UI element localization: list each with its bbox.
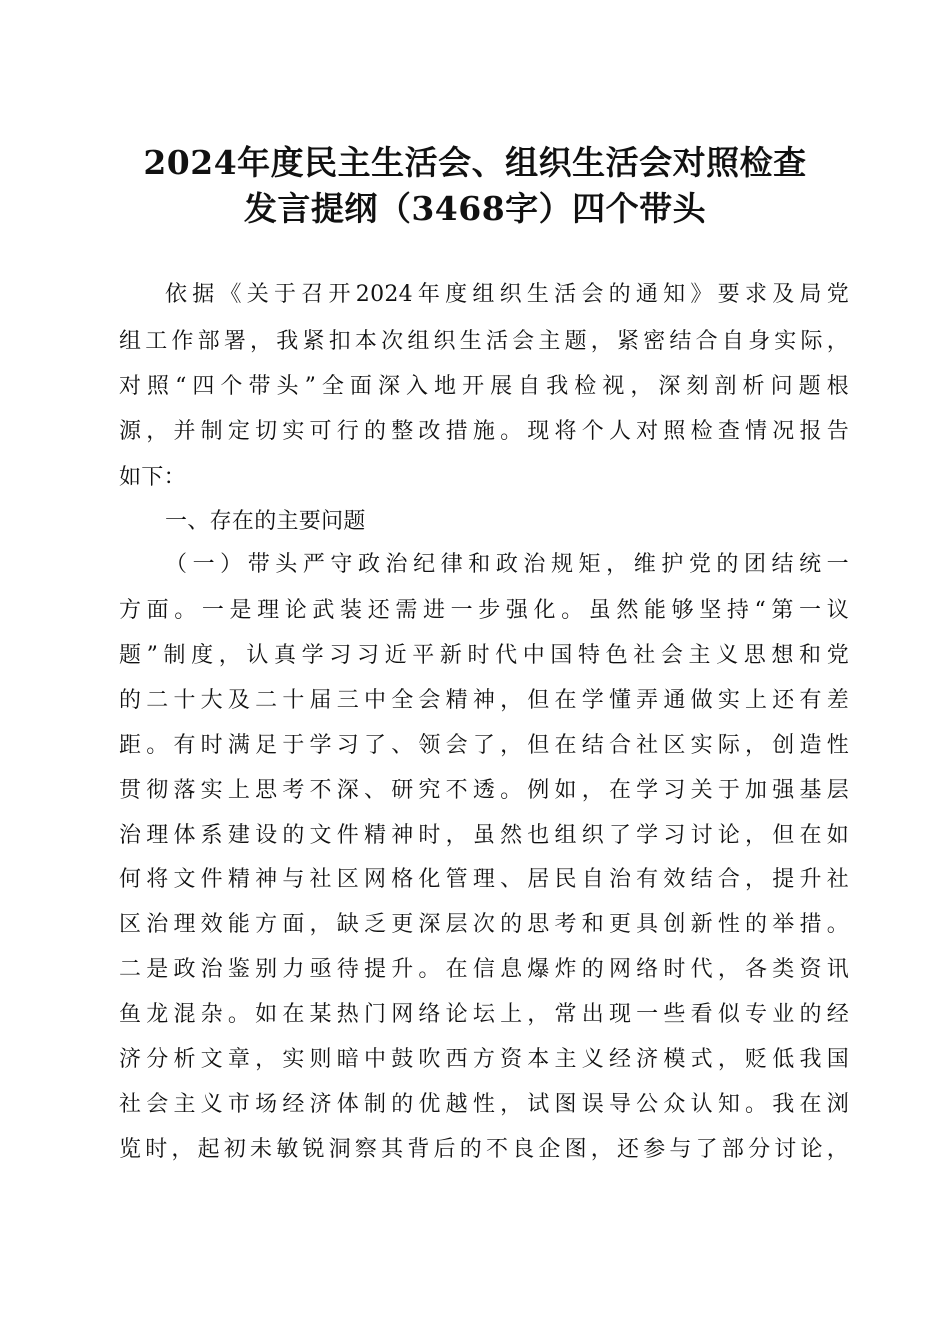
section-line: 治理体系建设的文件精神时，虽然也组织了学习讨论，但在如 (119, 823, 849, 848)
section-line: 何将文件精神与社区网格化管理、居民自治有效结合，提升社 (119, 867, 849, 892)
section-heading: 一、存在的主要问题 (165, 509, 366, 534)
intro-line: 对照“四个带头”全面深入地开展自我检视，深刻剖析问题根 (119, 374, 849, 399)
section-line: 济分析文章，实则暗中鼓吹西方资本主义经济模式，贬低我国 (119, 1047, 849, 1072)
section-line: 鱼龙混杂。如在某热门网络论坛上，常出现一些看似专业的经 (119, 1002, 849, 1027)
intro-line: 源，并制定切实可行的整改措施。现将个人对照检查情况报告 (119, 419, 849, 444)
section-line: 题”制度，认真学习习近平新时代中国特色社会主义思想和党 (119, 643, 849, 668)
section-line: 的二十大及二十届三中全会精神，但在学懂弄通做实上还有差 (119, 688, 849, 713)
section-line: （一）带头严守政治纪律和政治规矩，维护党的团结统一 (165, 552, 849, 577)
section-line: 方面。一是理论武装还需进一步强化。虽然能够坚持“第一议 (119, 598, 849, 623)
intro-line: 如下： (119, 465, 186, 490)
section-line: 贯彻落实上思考不深、研究不透。例如，在学习关于加强基层 (119, 778, 849, 803)
intro-line: 依据《关于召开2024年度组织生活会的通知》要求及局党 (165, 282, 849, 307)
document-title-line-2: 发言提纲（3468字）四个带头 (243, 189, 707, 228)
section-line: 社会主义市场经济体制的优越性，试图误导公众认知。我在浏 (119, 1092, 849, 1117)
section-line: 览时，起初未敏锐洞察其背后的不良企图，还参与了部分讨论， (119, 1137, 849, 1162)
intro-line: 组工作部署，我紧扣本次组织生活会主题，紧密结合自身实际， (119, 329, 849, 354)
section-line: 二是政治鉴别力亟待提升。在信息爆炸的网络时代，各类资讯 (119, 957, 849, 982)
document-title-line-1: 2024年度民主生活会、组织生活会对照检查 (143, 143, 807, 182)
section-line: 区治理效能方面，缺乏更深层次的思考和更具创新性的举措。 (119, 912, 849, 937)
section-line: 距。有时满足于学习了、领会了，但在结合社区实际，创造性 (119, 733, 849, 758)
